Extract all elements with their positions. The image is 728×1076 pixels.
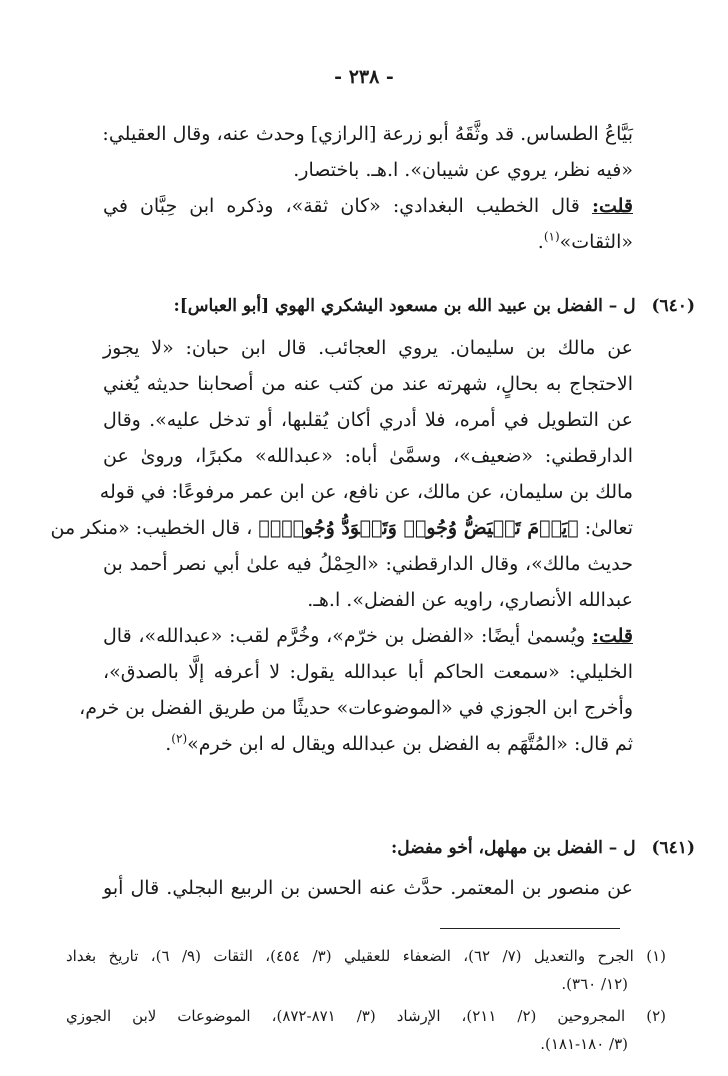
text-line: مالك بن سليمان، عن مالك، عن نافع، عن ابن عمر مرفوعًا: في قوله [99,481,633,503]
entry-title: ل – الفضل بن عبيد الله بن مسعود اليشكري الهوي [أبو العباس]: [173,296,636,316]
text-line: «فيه نظر، يروي عن شيبان». ا.هـ. باختصار. [293,159,633,181]
entry-heading-641 [110,830,695,866]
page-number: - ٢٣٨ - [334,66,394,88]
quran-suffix: ، قال الخطيب: «منكر من [50,517,253,539]
footnote-ref[interactable]: (٢) [171,731,188,746]
qult-line: وأخرج ابن الجوزي في «الموضوعات» حديثًا من طريق الفضل بن خرم، [79,697,633,719]
footnote-text: الجرح والتعديل (٧/ ٦٢)، الضعفاء للعقيلي (٣/ ٤٥٤)، الثقات (٩/ ٦)، تاريخ بغداد [66,947,634,965]
text-line: الدارقطني: «ضعيف»، وسمَّىٰ أباه: «عبدالله» مكبرًا، وروىٰ عن [103,445,633,467]
entry-number: (٦٤٠) [651,296,695,316]
intro-block [103,116,633,260]
footnote-ref[interactable]: (١) [543,229,560,244]
footnote-separator [440,928,620,929]
entry-body-640 [50,330,633,762]
qult-line [103,618,633,654]
footnote-marker: (١) [646,947,667,965]
entry-title: ل – الفضل بن مهلهل، أخو مفضل: [391,838,636,858]
footnote-1-cont: (١٢/ ٣٦٠). [561,975,628,993]
quran-prefix: تعالىٰ: [584,517,633,539]
qult-label: قلت: [591,625,633,647]
period: . [537,231,544,253]
qult-line: الخليلي: «سمعت الحاكم أبا عبدالله يقول: لا أعرفه إلَّا بالصدق»، [103,661,633,683]
footnote-2-cont: (٣/ ١٨٠-١٨١). [540,1035,628,1053]
entry-number: (٦٤١) [651,838,695,858]
entry-body-641 [103,870,633,906]
text-line: عن التطويل في أمره، فلا أدري أكان يُقلبها، أو تدخل عليه». وقال [103,409,633,431]
qult-line [103,224,633,260]
qult-label: قلت: [591,195,633,217]
quran-verse: ﴿يَوۡمَ تَبۡيَضُّ وُجُوهٞ وَتَسۡوَدُّ وُجُوهٞۚ﴾ [258,517,579,539]
qult-text: ثم قال: «المُتَّهَم به الفضل بن عبدالله ويقال له ابن خرم» [187,733,633,755]
text-line: حديث مالك»، وقال الدارقطني: «الحِمْلُ فيه علىٰ أبي نصر أحمد بن [103,553,633,575]
footnote-marker: (٢) [646,1007,666,1025]
text-line: بَيَّاعُ الطساس. قد وثَّقَهُ أبو زرعة [الرازي] وحدث عنه، وقال العقيلي: [102,123,633,145]
text-line: الاحتجاج به بحالٍ، شهرته عند من كتب عنه من أصحابنا حديثه يُغني [103,373,633,395]
footnote-1 [66,942,666,970]
qult-text: ويُسمىٰ أيضًا: «الفضل بن خرّم»، وخُرَّم لقب: «عبدالله»، قال [103,625,586,647]
text-line: عبدالله الأنصاري، راويه عن الفضل». ا.هـ. [307,589,633,611]
footnote-text: المجروحين (٢/ ٢١١)، الإرشاد (٣/ ٨٧١-٨٧٢)، الموضوعات لابن الجوزي [66,1007,626,1025]
text-line: عن منصور بن المعتمر. حدَّث عنه الحسن بن الربيع البجلي. قال أبو [103,877,633,899]
qult-text: قال الخطيب البغدادي: «كان ثقة»، وذكره ابن حِبَّان في [103,195,580,217]
text-line: عن مالك بن سليمان. يروي العجائب. قال ابن حبان: «لا يجوز [103,337,633,359]
footnotes [66,942,666,1058]
entry-heading-640 [110,288,695,324]
footnote-2 [66,1002,666,1030]
qult-text: «الثقات» [559,231,633,253]
qult-line [103,188,633,224]
qult-line [103,726,633,762]
period: . [165,733,172,755]
quran-line [50,510,633,546]
